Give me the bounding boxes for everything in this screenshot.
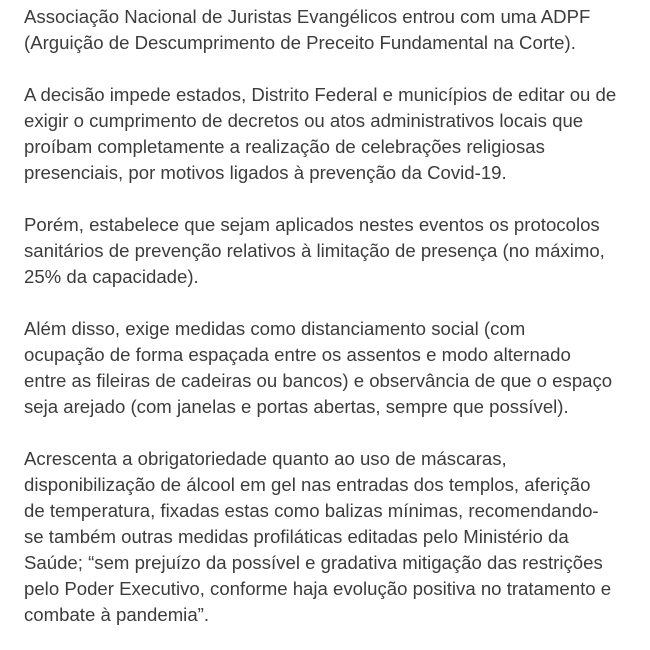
paragraph-adpf [24,4,622,56]
text-line: Porém, estabelece que sejam aplicados nestes eventos os protocolos [24,214,600,235]
text-line: Além disso, exige medidas como distanciamento social (com [24,318,526,339]
paragraph-masks [24,446,622,628]
text-line: disponibilização de álcool em gel nas entradas dos templos, aferição [24,474,591,495]
text-line: seja arejado (com janelas e portas abertas, sempre que possível). [24,396,569,417]
text-line: combate à pandemia”. [24,604,210,625]
text-line: Saúde; “sem prejuízo da possível e gradativa mitigação das restrições [24,552,603,573]
text-line: (Arguição de Descumprimento de Preceito Fundamental na Corte). [24,32,576,53]
text-line: presenciais, por motivos ligados à prevenção da Covid-19. [24,162,507,183]
text-line: se também outras medidas profiláticas editadas pelo Ministério da [24,526,569,547]
text-line: pelo Poder Executivo, conforme haja evolução positiva no tratamento e [24,578,612,599]
text-line: Acrescenta a obrigatoriedade quanto ao uso de máscaras, [24,448,507,469]
paragraph-decision [24,82,622,186]
text-line: A decisão impede estados, Distrito Federal e municípios de editar ou de [24,84,617,105]
text-line: de temperatura, fixadas estas como balizas mínimas, recomendando- [24,500,599,521]
text-line: ocupação de forma espaçada entre os assentos e modo alternado [24,344,571,365]
text-line: exigir o cumprimento de decretos ou atos administrativos locais que [24,110,584,131]
text-line: entre as fileiras de cadeiras ou bancos) e observância de que o espaço [24,370,613,391]
text-line: Associação Nacional de Juristas Evangélicos entrou com uma ADPF [24,6,591,27]
text-line: sanitários de prevenção relativos à limitação de presença (no máximo, [24,240,605,261]
text-line: proíbam completamente a realização de celebrações religiosas [24,136,545,157]
paragraph-protocols [24,212,622,290]
paragraph-distancing [24,316,622,420]
text-line: 25% da capacidade). [24,266,199,287]
